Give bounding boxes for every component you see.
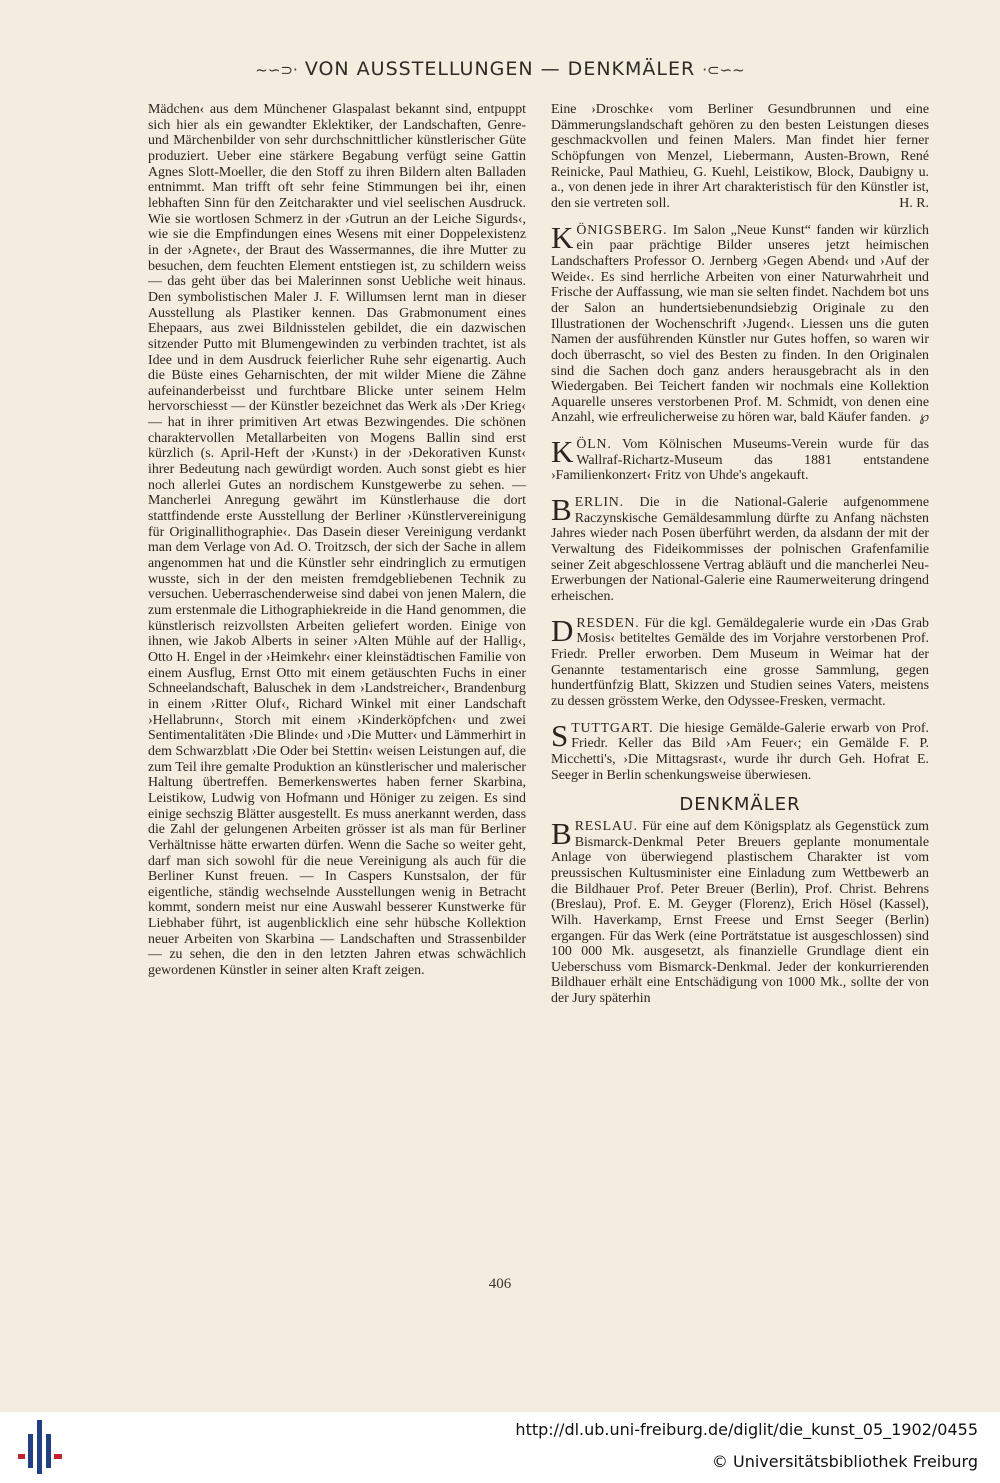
library-logo-icon [18, 1418, 62, 1476]
left-ornament-icon: ~∽⊃· [255, 61, 298, 79]
place-heading: RESDEN. [576, 615, 640, 631]
drop-cap: D [551, 612, 574, 648]
drop-cap: B [551, 815, 572, 851]
news-text: Im Salon „Neue Kunst“ fanden wir kürzlich ein paar prächtige Bilder unseres jetzt heimischen Landschafters Professor O. Jernberg ›Gegen Abend‹ und ›Auf der Weide‹. Es sind herrliche Arbeiten von einer Naturwahrheit und Frische der Auffassung, wie man sie selten findet. Nachdem bot uns der Salon an hundertsiebenundsiebzig Originale zu den Illustrationen der Wochenschrift ›Jugend‹. Liessen uns die guten Namen der ausführenden Künstler nur Gutes hoffen, so waren wir doch überrascht, so viel des Besten zu finden. In den Originalen sind die Sachen doch ganz anders herausgebracht als in den Wiedergaben. Bei Teichert fanden wir nochmals eine Kollektion Aquarelle unseres verstorbenen Prof. M. Schmidt, von denen eine Anzahl, wie erfreulicherweise zu hören war, bald Käufer fanden. [551, 222, 929, 426]
left-column [148, 102, 526, 979]
news-text: Für eine auf dem Königsplatz als Gegenstück zum Bismarck-Denkmal Peter Breuers geplante monumentale Anlage von überwiegend plastischem Charakter ist vom preussischen Kultusminister eine Einladung zum Wettbewerb an die Bildhauer Prof. Peter Breuer (Berlin), Prof. Christ. Behrens (Breslau), Prof. E. M. Geyger (Florenz), Erich Hösel (Kassel), Wilh. Haverkamp, Ernst Freese und Ernst Seeger (Berlin) ergangen. Für das Werk (eine Porträtstatue ist ausgeschlossen) sind 100 000 Mk. ausgesetzt, als finanzielle Grundlage dient ein Ueberschuss vom Bismarck-Denkmal. Jeder der konkurrierenden Bildhauer erhält eine Entschädigung von 1000 Mk., sollte der von der Jury späterhin [551, 818, 929, 1007]
news-item-koenigsberg [551, 219, 929, 427]
running-head-text: VON AUSSTELLUNGEN — DENKMÄLER [304, 58, 696, 80]
place-heading: ÖLN. [576, 437, 612, 453]
news-item-koeln [551, 434, 929, 484]
drop-cap: B [551, 492, 572, 528]
news-text: Für die kgl. Gemäldegalerie wurde ein ›Das Grab Mosis‹ betiteltes Gemälde des im Vorjahre verstorbenen Prof. Friedr. Preller erworben. Dem Museum in Weimar hat der Genannte testamentarisch eine grosse Sammlung, gegen hundertfünfzig Blatt, Skizzen und Studien seines Vaters, meistens zu dessen grösstem Werke, den Odyssee-Fresken, vermacht. [551, 615, 929, 709]
running-head [0, 58, 1000, 80]
left-column-text: Mädchen‹ aus dem Münchener Glaspalast bekannt sind, entpuppt sich hier als ein gewandter Eklektiker, der Landschaften, Genre- und Märchenbilder von sehr durchschnittlicher künstlerischer Güte produziert. Ueber eine stärkere Begabung verfügt seine Gattin Agnes Slott-Moeller, die den Stoff zu ihren Bildern alten Balladen entnimmt. Man trifft oft sehr feine Stimmungen bei ihr, einen lebhaften Sinn für den Zeitcharakter und viel seelischen Ausdruck. Wie sie wortlosen Schmerz in der ›Gutrun an der Leiche Sigurds‹, wie sie die Empfindungen eines Wesens mit einer Doppelexistenz in der ›Agnete‹, der Braut des Wassermannes, die ihre Mutter zu besuchen, dem feuchten Element entstiegen ist, zu schildern weiss — das geht über das bei Malerinnen sonst Uebliche weit hinaus. Den symbolistischen Maler J. F. Willumsen lernt man in dieser Ausstellung als Plastiker kennen. Das Grabmonument eines Ehepaars, aus zwei Bildnisstelen gebildet, die ein dazwischen sitzender Putto mit Blumengewinden zu verbinden trachtet, ist als Idee und in dem Ausdruck feierlicher Ruhe sehr eigenartig. Auch die Büste eines Geharnischten, der mit wilder Miene die Zähne aufeinanderbeisst und furchtbare Blicke unter seinem Helm hervorschiesst — der Künstler bezeichnet das Werk als ›Der Krieg‹ — hat in ihrer primitiven Art etwas Bezwingendes. Die schönen charaktervollen Metallarbeiten von Mogens Ballin sind erst kürzlich (s. April-Heft der ›Kunst‹) in der ›Dekorativen Kunst‹ ihrer Bedeutung nach gewürdigt worden. Auch sonst giebt es hier noch allerlei Gutes an nordischem Kunstgewerbe zu sehen. — Mancherlei Anregung gewährt im Künstlerhause die dort stattfindende erste Ausstellung der Berliner ›Künstlervereinigung für Originallithographie‹. Das Dasein dieser Vereinigung verdankt man dem Verlage von Ad. O. Troitzsch, der sich der Sache in allem angenommen hat und die Künstler sehr eindringlich zu ermutigen wusste, sich in der den meisten fremdgebliebenen Technik zu versuchen. Ueberraschenderweise sind dabei von jenen Malern, die zum erstenmale die Lithographiekreide in die Hand genommen, die künstlerisch reizvollsten Arbeiten geliefert worden. Einige von ihnen, wie Jakob Alberts in seiner ›Alten Mühle auf der Hallig‹, Otto H. Engel in der ›Heimkehr‹ einer kleinstädtischen Familie von einem Ausflug, Ernst Otto mit einem getäuschten Fuchs in einer Schneelandschaft, Baluschek in dem ›Landstreicher‹, Brandenburg in einem ›Ritter Oluf‹, Richard Winkel mit einer Landschaft ›Hellabrunn‹, Storch mit einem ›Kinderköpfchen‹ und zwei Sentimentalitäten ›Die Blinde‹ und ›Die Mutter‹ und Lämmerhirt in dem Schwarzblatt ›Die Oder bei Stettin‹ weisen Leistungen auf, die zum Teil ihre gemalte Produktion an künstlerischer und malerischer Haltung übertreffen. Bemerkenswertes haben ferner Skarbina, Leistikow, Ludwig von Hofmann und Höniger zu zeigen. Es sind einige sechszig Blätter ausgestellt. Es muss anerkannt werden, dass die Zahl der gelungenen Arbeiten grösser ist als man für Berliner Verhältnisse hätte erwarten dürfen. Wenn die Sache so weiter geht, darf man sich sowohl für die neue Vereinigung als auch für die Berliner Kunst freuen. — In Caspers Kunstsalon, der für eigentliche, ständig wechselnde Ausstellungen wenig in Betracht kommt, sondern meist nur eine Auswahl besserer Kunstwerke für Liebhaber führt, ist augenblicklich eine sehr hübsche Kollektion neuer Arbeiten von Skarbina — Landschaften und Strassenbilder — zu sehen, die den in den letzten Jahren etwas schwächlich gewordenen Künstler in seiner alten Kraft zeigen. [148, 102, 526, 979]
place-heading: ERLIN. [574, 495, 624, 511]
right-ornament-icon: ·⊂∽~ [702, 61, 745, 79]
news-text: Die hiesige Gemälde-Galerie erwarb von Prof. Friedr. Keller das Bild ›Am Feuer‹; ein Gemälde F. P. Micchetti's, ›Die Mittagsrast‹, wurde ihr durch Geh. Hofrat E. Seeger in Berlin schenkungsweise überwiesen. [551, 720, 929, 783]
copyright-notice: © Universitätsbibliothek Freiburg [711, 1452, 978, 1471]
drop-cap: K [551, 434, 574, 470]
section-title: DENKMÄLER [679, 794, 801, 816]
place-heading: RESLAU. [574, 818, 638, 834]
news-item-dresden [551, 612, 929, 710]
right-column [551, 102, 929, 1007]
news-text: Vom Kölnischen Museums-Verein wurde für das Wallraf-Richartz-Museum das 1881 entstandene ›Familienkonzert‹ Fritz von Uhde's angekauft. [551, 437, 929, 484]
place-heading: TUTTGART. [571, 720, 654, 736]
end-ornament-icon: ℘ [919, 410, 929, 426]
news-item-berlin [551, 492, 929, 605]
news-item-breslau [551, 815, 929, 1007]
place-heading: ÖNIGSBERG. [576, 222, 668, 238]
intro-paragraph [551, 102, 929, 212]
drop-cap: S [551, 717, 569, 753]
news-item-stuttgart [551, 717, 929, 784]
library-footer [0, 1412, 1000, 1483]
intro-signature: H. R. [899, 195, 929, 211]
intro-text: Eine ›Droschke‹ vom Berliner Gesundbrunnen und eine Dämmerungslandschaft gehören zu den besten Leistungen dieses geschmackvollen und feinen Malers. Man findet hier ferner Schöpfungen von Menzel, Liebermann, Austen-Brown, René Reinicke, Paul Mathieu, G. Kuehl, Leistikow, Block, Daubigny u. a., von denen jede in ihrer Art charakteristisch für den Künstler ist, den sie vertreten soll. [551, 102, 929, 211]
page-number: 406 [488, 1276, 512, 1292]
news-text: Die in die National-Galerie aufgenommene Raczynskische Gemäldesammlung dürfte zu Anfang nächsten Jahres wieder nach Posen überführt werden, da alsdann der mit der Verwaltung des Fideikommisses der polnischen Grafenfamilie seiner Zeit abgeschlossene Vertrag abläuft und die mancherlei Neu-Erwerbungen der National-Galerie eine Raumerweiterung dringend erheischen. [551, 495, 929, 605]
drop-cap: K [551, 219, 574, 255]
permalink-link[interactable]: http://dl.ub.uni-freiburg.de/diglit/die_kunst_05_1902/0455 [515, 1420, 978, 1439]
